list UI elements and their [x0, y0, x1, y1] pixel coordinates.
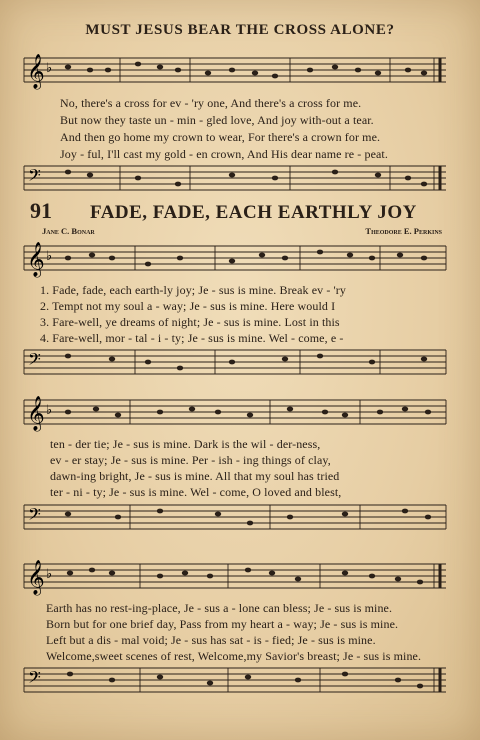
system3-bass-staff [0, 660, 480, 700]
system2-bass-staff [0, 497, 480, 537]
system1-line-4: 4. Fare-well, mor - tal - i - ty; Je - sus is mine. Wel - come, e - [40, 331, 344, 345]
top-verse-line-2: But now they taste un - min - gled love, And joy with-out a tear. [60, 113, 374, 127]
system3-line-1: Earth has no rest-ing-place, Je - sus a - lone can bless; Je - sus is mine. [46, 601, 393, 615]
svg-text:𝄢: 𝄢 [28, 504, 41, 528]
svg-text:♭: ♭ [46, 403, 53, 418]
top-treble-staff [0, 50, 480, 90]
top-verse-line-1: No, there's a cross for ev - 'ry one, And there's a cross for me. [60, 96, 362, 110]
system1-line-2: 2. Tempt not my soul a - way; Je - sus is mine. Here would I [40, 299, 336, 313]
system2-line-3: dawn-ing bright, Je - sus is mine. All that my soul has tried [50, 469, 340, 483]
svg-text:♭: ♭ [46, 249, 53, 264]
system1-line-1: 1. Fade, fade, each earth-ly joy; Je - sus is mine. Break ev - 'ry [40, 283, 346, 297]
svg-text:𝄞: 𝄞 [27, 54, 45, 89]
svg-text:𝄢: 𝄢 [28, 667, 41, 691]
hymn-author: Jane C. Bonar [42, 226, 95, 236]
svg-text:♭: ♭ [46, 567, 53, 582]
system1-treble-staff [0, 238, 480, 278]
top-verse-line-4: Joy - ful, I'll cast my gold - en crown, And His dear name re - peat. [60, 147, 388, 161]
system2-line-1: ten - der tie; Je - sus is mine. Dark is the wil - der-ness, [50, 437, 321, 451]
top-hymn-title: MUST JESUS BEAR THE CROSS ALONE? [85, 22, 395, 38]
hymn-title: FADE, FADE, EACH EARTHLY JOY [90, 202, 417, 223]
system3-treble-staff [0, 556, 480, 596]
system3-line-4: Welcome,sweet scenes of rest, Welcome,my Savior's breast; Je - sus is mine. [46, 649, 422, 663]
system2-treble-staff [0, 392, 480, 432]
svg-text:𝄞: 𝄞 [27, 242, 45, 277]
system1-line-3: 3. Fare-well, ye dreams of night; Je - sus is mine. Lost in this [40, 315, 340, 329]
system1-bass-staff [0, 342, 480, 382]
hymn-number: 91 [30, 198, 52, 223]
system3-line-3: Left but a dis - mal void; Je - sus has sat - is - fied; Je - sus is mine. [46, 633, 376, 647]
svg-text:𝄞: 𝄞 [27, 396, 45, 431]
svg-text:𝄢: 𝄢 [28, 349, 41, 373]
top-verse-line-3: And then go home my crown to wear, For there's a crown for me. [60, 130, 381, 144]
hymn-composer: Theodore E. Perkins [365, 226, 442, 236]
svg-text:𝄞: 𝄞 [27, 560, 45, 595]
svg-text:♭: ♭ [46, 61, 53, 76]
system2-line-2: ev - er stay; Je - sus is mine. Per - ish - ing things of clay, [50, 453, 331, 467]
svg-text:𝄢: 𝄢 [28, 165, 41, 189]
top-bass-staff [0, 158, 480, 198]
system3-line-2: Born but for one brief day, Pass from my heart a - way; Je - sus is mine. [46, 617, 399, 631]
system2-line-4: ter - ni - ty; Je - sus is mine. Wel - come, O loved and blest, [50, 485, 342, 499]
